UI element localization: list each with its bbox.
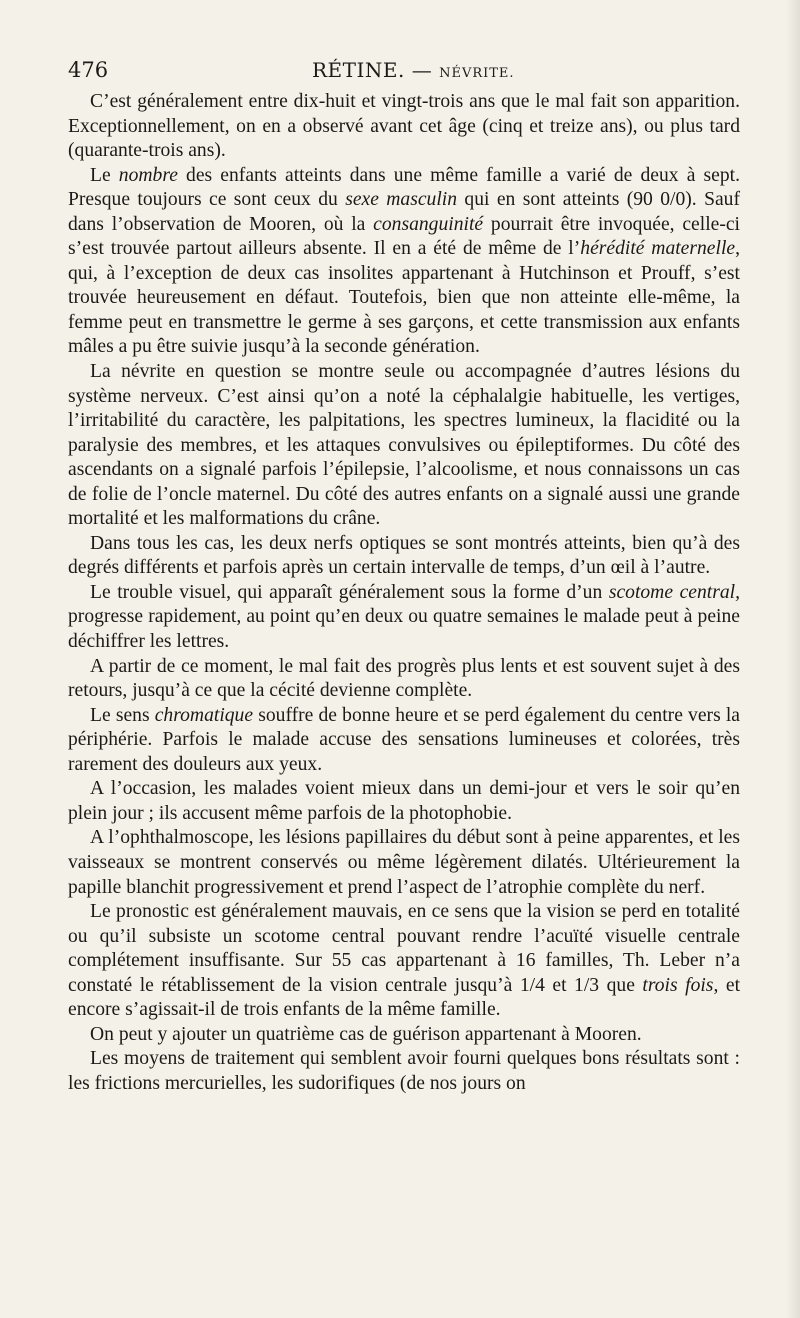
italic-text: chromatique (154, 704, 254, 726)
text-segment: progresse rapidement, au point qu’en deux ou quatre semaines le malade peut à peine déchiffrer les lettres. (68, 606, 740, 653)
text-segment: On peut y ajouter un quatrième cas de guérison appartenant à Mooren. (90, 1023, 642, 1045)
paragraph (68, 1047, 740, 1096)
text-segment: Dans tous les cas, les deux nerfs optiques se sont montrés atteints, bien qu’à des degrés différents et parfois après un certain intervalle de temps, d’un œil à l’autre. (68, 532, 740, 579)
body-text (68, 90, 740, 1096)
text-segment: Le pronostic est généralement mauvais, en ce sens que la vision se perd en totalité ou qu’il subsiste un scotome central pouvant rendre l’acuïté visuelle centrale complétement insuffisante. Sur 55 cas appartenant à 16 familles, Th. Leber n’a constaté le rétablissement de la vision centrale jusqu’à 1/4 et 1/3 que (68, 901, 740, 996)
text-segment: La névrite en question se montre seule ou accompagnée d’autres lésions du système nerveux. C’est ainsi qu’on a noté la céphalalgie habituelle, les vertiges, l’irritabilité du caractère, les palpitations, les spectres lumineux, la flacidité ou la paralysie des membres, et les attaques convulsives ou épileptiformes. Du côté des ascendants on a signalé parfois l’épilepsie, l’alcoolisme, et nous connaissons un cas de folie de l’oncle maternel. Du côté des autres enfants on a signalé aussi une grande mortalité et les malformations du crâne. (68, 361, 740, 530)
text-segment: C’est généralement entre dix-huit et vingt-trois ans que le mal fait son apparition. Exceptionnellement, on en a observé avant cet âge (cinq et treize ans), ou plus tard (quarante-trois ans). (68, 91, 740, 162)
text-segment: , qui, à l’exception de deux cas insolites appartenant à Hutchinson et Prouff, s’est trouvée heureusement en défaut. Toutefois, bien que non atteinte elle-même, la femme peut en transmettre le germe à ses garçons, et cette transmission aux enfants mâles a pu être suivie jusqu’à la seconde génération. (68, 238, 740, 358)
paragraph (68, 826, 740, 900)
paragraph (68, 777, 740, 826)
paragraph (68, 90, 740, 164)
text-segment: , et encore s’agissait-il de trois enfants de la même famille. (68, 974, 741, 1021)
page-edge-shadow (786, 0, 800, 1318)
italic-text: consanguinité (373, 213, 484, 235)
paragraph (68, 532, 740, 581)
paragraph (68, 164, 740, 360)
text-segment: pourrait être invoquée, celle-ci s’est trouvée partout ailleurs absente. Il en a été de même de l’ (68, 213, 740, 260)
running-head-title: RÉTINE. (312, 58, 405, 82)
italic-text: sexe masculin (345, 189, 458, 211)
text-segment: souffre de bonne heure et se perd également du centre vers la périphérie. Parfois le malade accuse des sensations lumineuses et colorées, très rarement des douleurs aux yeux. (68, 704, 740, 775)
italic-text: scotome central, (608, 581, 740, 603)
text-segment: Le sens (90, 704, 155, 726)
paragraph (68, 900, 740, 1023)
text-segment: A l’occasion, les malades voient mieux dans un demi-jour et vers le soir qu’en plein jour ; ils accusent même parfois de la photophobie. (68, 778, 740, 824)
italic-text: hérédité maternelle (580, 238, 736, 260)
running-head-subtitle: NÉVRITE. (439, 66, 515, 81)
text-segment: A l’ophthalmoscope, les lésions papillaires du début sont à peine apparentes, et les vaisseaux se montrent conservés ou même légèrement dilatés. Ultérieurement la papille blanchit progressivement et prend l’aspect de l’atrophie complète du nerf. (68, 827, 740, 898)
page-header (68, 58, 740, 88)
running-head-separator: — (411, 58, 433, 82)
italic-text: trois fois (642, 974, 714, 996)
text-segment: des enfants atteints dans une même famille a varié de deux à sept. Presque toujours ce sont ceux du (68, 164, 740, 211)
italic-text: nombre (118, 164, 178, 186)
text-segment: A partir de ce moment, le mal fait des progrès plus lents et est souvent sujet à des retours, jusqu’à ce que la cécité devienne complète. (68, 655, 740, 702)
running-head (312, 58, 515, 82)
paragraph (68, 655, 740, 704)
paragraph (68, 360, 740, 532)
paragraph (68, 704, 740, 778)
text-segment: Le (90, 164, 119, 186)
text-segment: qui en sont atteints (90 0/0). Sauf dans l’observation de Mooren, où la (68, 189, 740, 235)
paragraph (68, 1023, 740, 1048)
paragraph (68, 581, 740, 655)
text-segment: Les moyens de traitement qui semblent avoir fourni quelques bons résultats sont : les frictions mercurielles, les sudorifiques (de nos jours on (68, 1048, 740, 1094)
text-segment: Le trouble visuel, qui apparaît généralement sous la forme d’un (90, 581, 609, 603)
page-number: 476 (68, 58, 109, 82)
